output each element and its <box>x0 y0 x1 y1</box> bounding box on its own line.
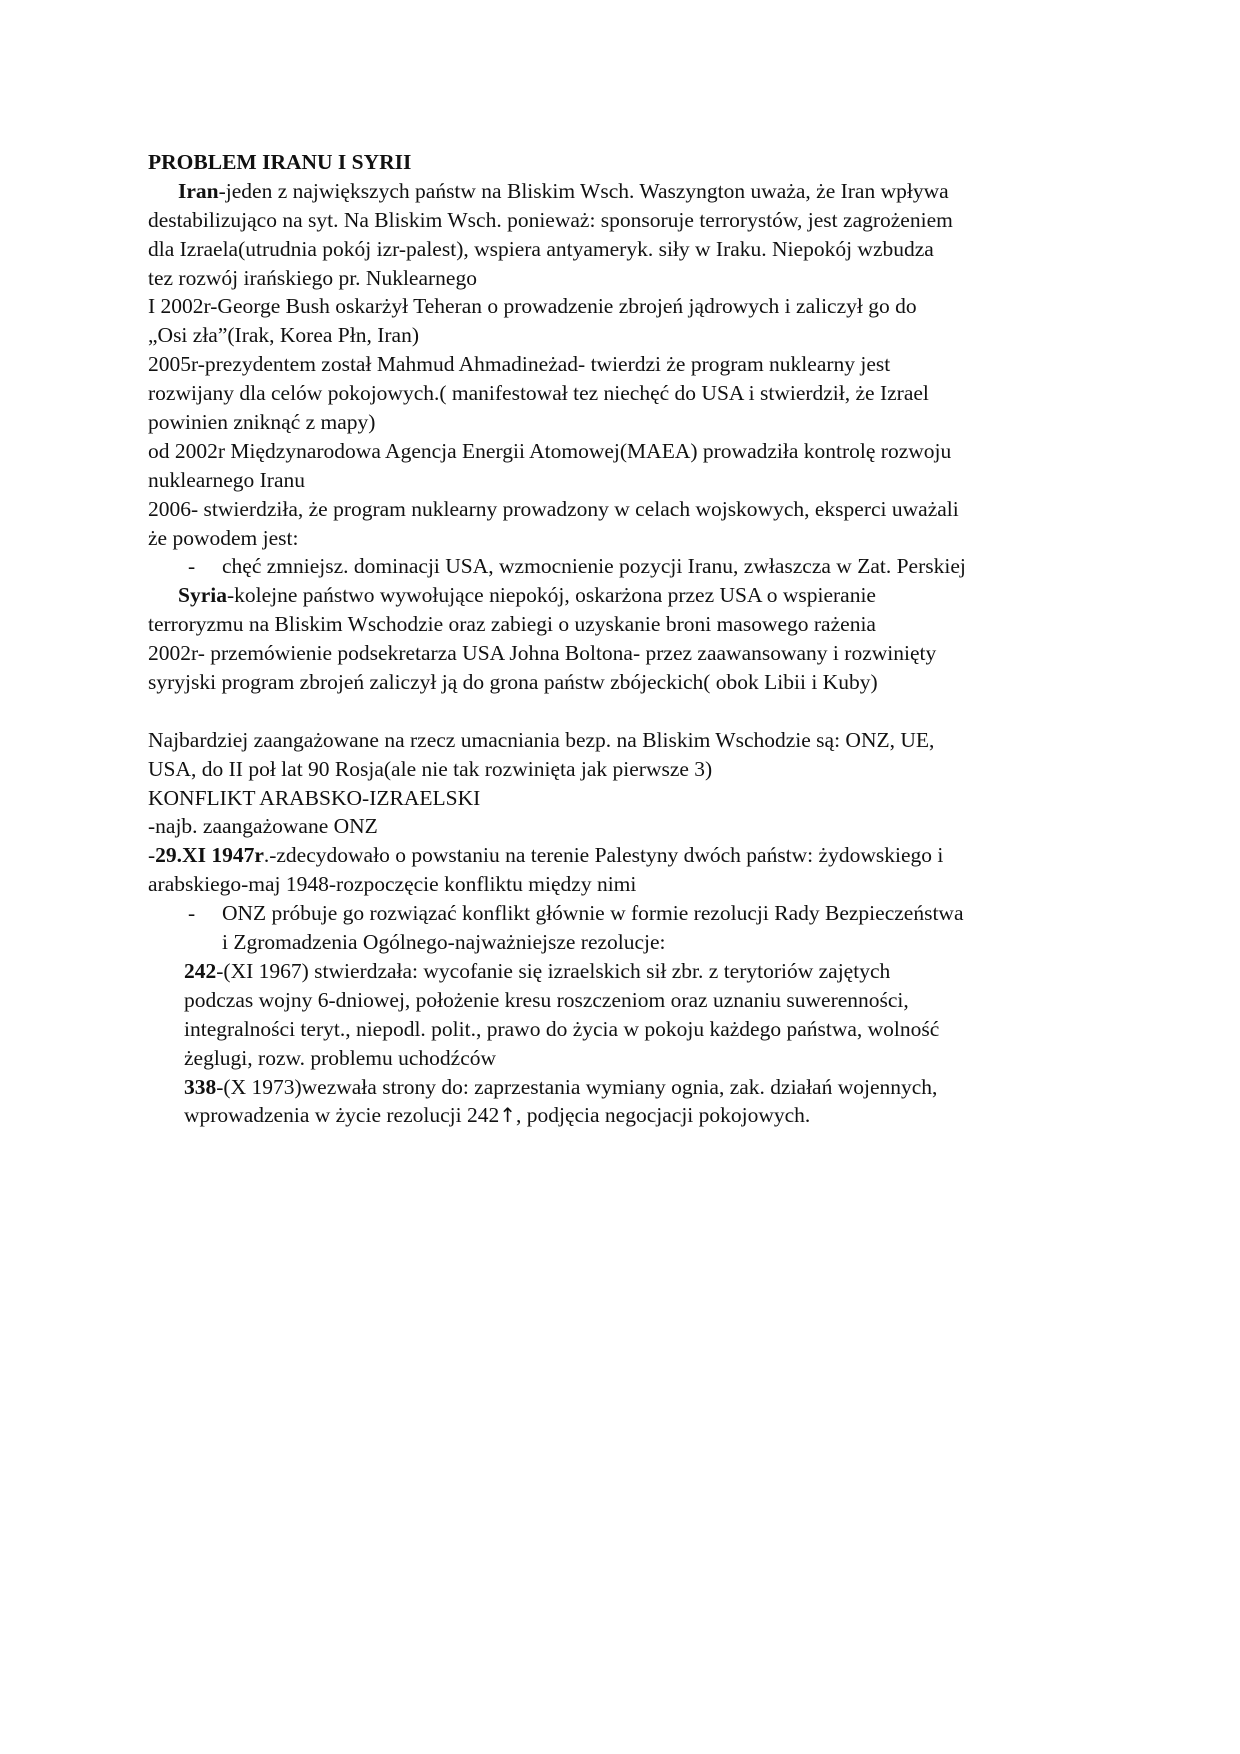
resolution-242-text-4: żeglugi, rozw. problemu uchodźców <box>184 1045 497 1070</box>
bullet-dash: - <box>188 901 196 926</box>
iran-text-4: tez rozwój irańskiego pr. Nuklearnego <box>148 265 477 290</box>
bush-2002-text-1: I 2002r-George Bush oskarżył Teheran o prowadzenie zbrojeń jądrowych i zaliczył go do <box>148 294 917 319</box>
arrow-up-icon: ↑ <box>499 1103 516 1128</box>
resolution-338-text-1: -(X 1973)wezwała strony do: zaprzestania wymiany ognia, zak. działań wojennych, <box>216 1074 938 1099</box>
ahmadinezad-2005-text-3: powinien zniknąć z mapy) <box>148 410 376 435</box>
conflict-date: 29.XI 1947r <box>155 843 264 868</box>
list-item-onz-continued: i Zgromadzenia Ogólnego-najważniejsze rezolucje: <box>222 930 666 955</box>
iran-paragraph-line-1 <box>148 177 1098 206</box>
resolution-242-text-2: podczas wojny 6-dniowej, położenie kresu roszczeniom oraz uznaniu suwerenności, <box>184 987 909 1012</box>
conflict-text-3: arabskiego-maj 1948-rozpoczęcie konfliktu między nimi <box>148 872 637 897</box>
report-2006-text-2: że powodem jest: <box>148 525 299 550</box>
ahmadinezad-2005-text-1: 2005r-prezydentem został Mahmud Ahmadineżad- twierdzi że program nuklearny jest <box>148 352 891 377</box>
resolution-242-number: 242 <box>184 958 217 983</box>
list-item-onz <box>148 899 1098 928</box>
iran-heading: Iran <box>178 178 219 203</box>
conflict-text-2 <box>148 841 1098 870</box>
bullet-dash: - <box>188 554 196 579</box>
maea-2002-text-1: od 2002r Międzynarodowa Agencja Energii Atomowej(MAEA) prowadziła kontrolę rozwoju <box>148 438 952 463</box>
maea-2002-text-2: nuklearnego Iranu <box>148 467 305 492</box>
document-title: PROBLEM IRANU I SYRII <box>148 150 412 174</box>
conflict-text-1: -najb. zaangażowane ONZ <box>148 814 378 839</box>
engaged-text-2: USA, do II poł lat 90 Rosja(ale nie tak rozwinięta jak pierwsze 3) <box>148 756 713 781</box>
iran-text-1: -jeden z największych państw na Bliskim Wsch. Waszyngton uważa, że Iran wpływa <box>218 178 949 203</box>
resolution-242-text-1: -(XI 1967) stwierdzała: wycofanie się izraelskich sił zbr. z terytoriów zajętych <box>216 958 891 983</box>
iran-text-2: destabilizująco na syt. Na Bliskim Wsch. ponieważ: sponsoruje terrorystów, jest zagrożeniem <box>148 207 953 232</box>
engaged-text-1: Najbardziej zaangażowane na rzecz umacniania bezp. na Bliskim Wschodzie są: ONZ, UE, <box>148 727 935 752</box>
syria-text-2: terroryzmu na Bliskim Wschodzie oraz zabiegi o uzyskanie broni masowego rażenia <box>148 612 876 637</box>
resolution-338-number: 338 <box>184 1074 217 1099</box>
document-page <box>148 148 1098 1130</box>
list-item-text: chęć zmniejsz. dominacji USA, wzmocnienie pozycji Iranu, zwłaszcza w Zat. Perskiej <box>222 554 966 579</box>
resolution-338-line-1 <box>148 1073 1098 1102</box>
list-item-iran-reasons <box>148 552 1098 581</box>
resolution-242-line-1 <box>148 957 1098 986</box>
syria-paragraph-line-1 <box>148 581 1098 610</box>
syria-heading: Syria <box>178 583 227 608</box>
report-2006-text-1: 2006- stwierdziła, że program nuklearny prowadzony w celach wojskowych, eksperci uważali <box>148 496 959 521</box>
resolution-338-line-2 <box>148 1101 1098 1130</box>
resolution-338-text-2a: wprowadzenia w życie rezolucji 242 <box>184 1103 500 1128</box>
resolution-338-text-2b: , podjęcia negocjacji pokojowych. <box>515 1103 811 1128</box>
ahmadinezad-2005-text-2: rozwijany dla celów pokojowych.( manifestował tez niechęć do USA i stwierdził, że Izrael <box>148 381 929 406</box>
syria-text-1: -kolejne państwo wywołujące niepokój, oskarżona przez USA o wspieranie <box>226 583 876 608</box>
empty-line <box>148 697 1098 726</box>
conflict-heading: KONFLIKT ARABSKO-IZRAELSKI <box>148 785 481 810</box>
resolution-242-text-3: integralności teryt., niepodl. polit., prawo do życia w pokoju każdego państwa, wolność <box>184 1016 940 1041</box>
bush-2002-text-2: „Osi zła”(Irak, Korea Płn, Iran) <box>148 323 420 348</box>
syria-text-4: syryjski program zbrojeń zaliczył ją do grona państw zbójeckich( obok Libii i Kuby) <box>148 670 878 695</box>
list-item-text: ONZ próbuje go rozwiązać konflikt głównie w formie rezolucji Rady Bezpieczeństwa <box>222 901 964 926</box>
iran-text-3: dla Izraela(utrudnia pokój izr-palest), wspiera antyameryk. siły w Iraku. Niepokój wzbudza <box>148 236 934 261</box>
conflict-text-2-rest: .-zdecydowało o powstaniu na terenie Palestyny dwóch państw: żydowskiego i <box>263 843 944 868</box>
conflict-date-prefix: - <box>148 843 156 868</box>
syria-text-3: 2002r- przemówienie podsekretarza USA Johna Boltona- przez zaawansowany i rozwinięty <box>148 641 937 666</box>
